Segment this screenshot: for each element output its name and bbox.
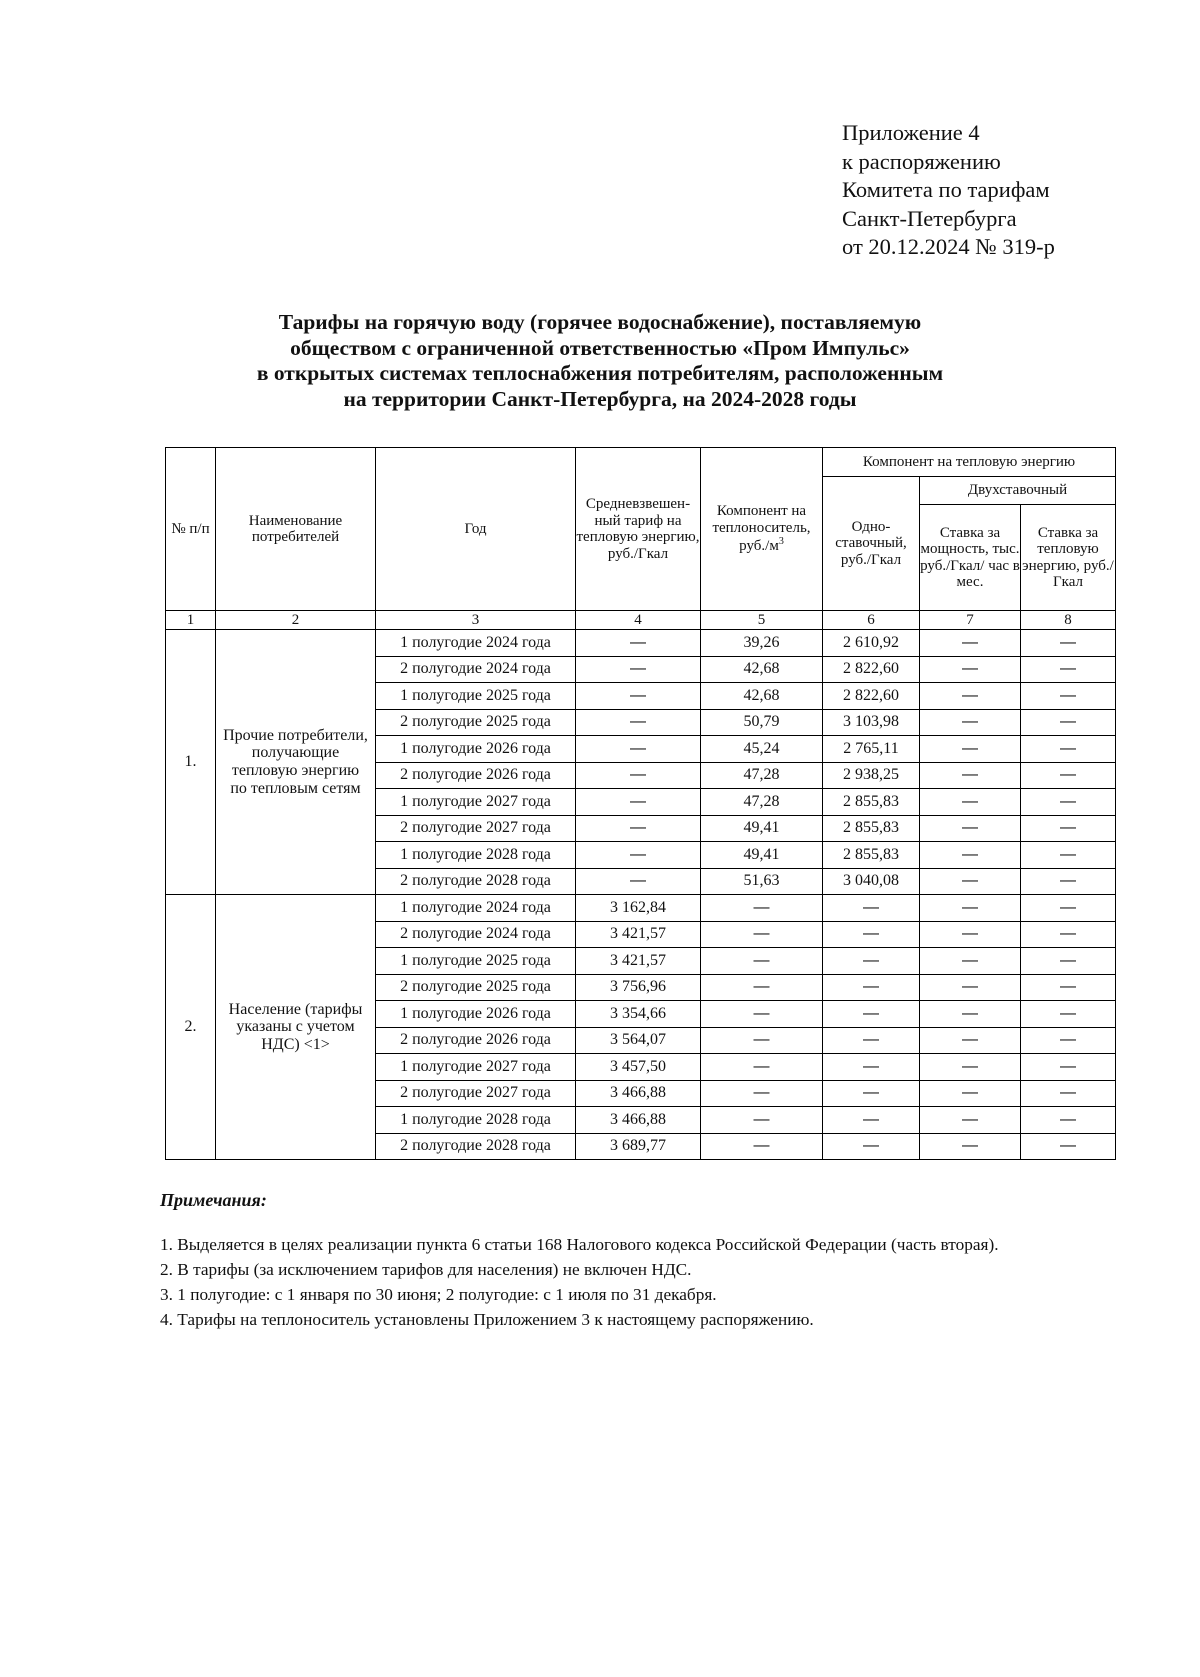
- value-cell: —: [701, 1054, 823, 1081]
- period-cell: 2 полугодие 2027 года: [376, 1080, 576, 1107]
- period-cell: 1 полугодие 2027 года: [376, 789, 576, 816]
- column-number: 7: [920, 611, 1021, 630]
- value-cell: —: [920, 1133, 1021, 1160]
- value-cell: —: [823, 1001, 920, 1028]
- value-cell: —: [920, 736, 1021, 763]
- header-carrier-component: [701, 448, 823, 611]
- value-cell: —: [920, 1001, 1021, 1028]
- header-single-rate: Одно-ставочный, руб./Гкал: [823, 477, 920, 611]
- period-cell: 1 полугодие 2024 года: [376, 630, 576, 657]
- header-carrier-sup: 3: [778, 536, 784, 548]
- value-cell: 3 421,57: [576, 921, 701, 948]
- appendix-line: Санкт-Петербурга: [842, 205, 1017, 231]
- period-cell: 2 полугодие 2025 года: [376, 974, 576, 1001]
- value-cell: 2 938,25: [823, 762, 920, 789]
- column-number: 4: [576, 611, 701, 630]
- title-line: Тарифы на горячую воду (горячее водоснабжение), поставляемую: [278, 310, 922, 334]
- value-cell: 3 162,84: [576, 895, 701, 922]
- value-cell: —: [1021, 1027, 1116, 1054]
- value-cell: —: [701, 1001, 823, 1028]
- period-cell: 1 полугодие 2025 года: [376, 683, 576, 710]
- value-cell: —: [576, 842, 701, 869]
- value-cell: —: [823, 948, 920, 975]
- value-cell: 3 457,50: [576, 1054, 701, 1081]
- value-cell: —: [823, 1080, 920, 1107]
- value-cell: —: [920, 1107, 1021, 1134]
- header-carrier-text: Компонент на теплоноситель, руб./м: [712, 503, 811, 555]
- note-item: 2. В тарифы (за исключением тарифов для населения) не включен НДС.: [160, 1260, 692, 1279]
- value-cell: 42,68: [701, 683, 823, 710]
- value-cell: 3 756,96: [576, 974, 701, 1001]
- value-cell: —: [1021, 868, 1116, 895]
- header-energy-rate: Ставка за тепловую энергию, руб./Гкал: [1021, 505, 1116, 611]
- header-two-part: Двухставочный: [920, 477, 1116, 505]
- title-line: на территории Санкт-Петербурга, на 2024-2028 годы: [343, 386, 857, 411]
- column-number: 2: [216, 611, 376, 630]
- value-cell: —: [1021, 1133, 1116, 1160]
- period-cell: 1 полугодие 2026 года: [376, 1001, 576, 1028]
- header-energy-group: Компонент на тепловую энергию: [823, 448, 1116, 477]
- title-line: обществом с ограниченной ответственностью «Пром Импульс»: [290, 335, 910, 360]
- value-cell: 2 855,83: [823, 815, 920, 842]
- header-num: № п/п: [166, 448, 216, 611]
- value-cell: —: [920, 974, 1021, 1001]
- value-cell: —: [823, 1133, 920, 1160]
- value-cell: —: [920, 1054, 1021, 1081]
- period-cell: 1 полугодие 2025 года: [376, 948, 576, 975]
- value-cell: —: [823, 895, 920, 922]
- period-cell: 2 полугодие 2028 года: [376, 1133, 576, 1160]
- value-cell: 3 421,57: [576, 948, 701, 975]
- value-cell: 3 564,07: [576, 1027, 701, 1054]
- value-cell: 2 610,92: [823, 630, 920, 657]
- column-number: 5: [701, 611, 823, 630]
- consumer-name: Население (тарифы указаны с учетом НДС) <1>: [216, 895, 376, 1160]
- value-cell: —: [920, 683, 1021, 710]
- value-cell: —: [1021, 630, 1116, 657]
- value-cell: —: [823, 1107, 920, 1134]
- value-cell: 39,26: [701, 630, 823, 657]
- value-cell: 50,79: [701, 709, 823, 736]
- title-line: в открытых системах теплоснабжения потребителям, расположенным: [256, 361, 944, 385]
- value-cell: —: [701, 1027, 823, 1054]
- period-cell: 1 полугодие 2024 года: [376, 895, 576, 922]
- value-cell: —: [1021, 948, 1116, 975]
- value-cell: —: [1021, 736, 1116, 763]
- value-cell: —: [823, 974, 920, 1001]
- value-cell: —: [920, 895, 1021, 922]
- value-cell: —: [1021, 1001, 1116, 1028]
- column-number-row: [166, 611, 1116, 630]
- value-cell: —: [701, 921, 823, 948]
- period-cell: 2 полугодие 2024 года: [376, 921, 576, 948]
- consumer-name: Прочие потребители, получающие тепловую энергию по тепловым сетям: [216, 630, 376, 895]
- value-cell: —: [576, 762, 701, 789]
- value-cell: —: [1021, 921, 1116, 948]
- header-consumer: Наименование потребителей: [216, 448, 376, 611]
- value-cell: —: [576, 630, 701, 657]
- appendix-line: к распоряжению: [842, 148, 1001, 174]
- value-cell: —: [701, 948, 823, 975]
- period-cell: 2 полугодие 2027 года: [376, 815, 576, 842]
- value-cell: 45,24: [701, 736, 823, 763]
- value-cell: —: [576, 736, 701, 763]
- value-cell: —: [576, 815, 701, 842]
- value-cell: —: [1021, 974, 1116, 1001]
- period-cell: 1 полугодие 2028 года: [376, 1107, 576, 1134]
- value-cell: —: [576, 868, 701, 895]
- period-cell: 2 полугодие 2028 года: [376, 868, 576, 895]
- value-cell: —: [1021, 656, 1116, 683]
- consumer-group: [166, 895, 1116, 1160]
- value-cell: —: [920, 656, 1021, 683]
- value-cell: 3 354,66: [576, 1001, 701, 1028]
- value-cell: 2 855,83: [823, 789, 920, 816]
- value-cell: —: [701, 1107, 823, 1134]
- period-cell: 2 полугодие 2024 года: [376, 656, 576, 683]
- value-cell: 51,63: [701, 868, 823, 895]
- value-cell: —: [1021, 1054, 1116, 1081]
- value-cell: —: [920, 842, 1021, 869]
- note-item: 1. Выделяется в целях реализации пункта 6 статьи 168 Налогового кодекса Российской Федерации (часть вторая).: [160, 1235, 999, 1254]
- column-number: 6: [823, 611, 920, 630]
- table-row: [166, 630, 1116, 657]
- value-cell: —: [576, 683, 701, 710]
- value-cell: —: [920, 762, 1021, 789]
- value-cell: —: [920, 868, 1021, 895]
- value-cell: 3 466,88: [576, 1107, 701, 1134]
- value-cell: —: [920, 630, 1021, 657]
- value-cell: 47,28: [701, 789, 823, 816]
- value-cell: 49,41: [701, 842, 823, 869]
- appendix-line: от 20.12.2024 № 319-р: [842, 234, 1055, 259]
- value-cell: 49,41: [701, 815, 823, 842]
- value-cell: —: [701, 895, 823, 922]
- tariff-table: [165, 447, 1116, 1160]
- value-cell: —: [920, 1080, 1021, 1107]
- value-cell: —: [701, 1080, 823, 1107]
- appendix-line: Приложение 4: [842, 120, 980, 145]
- note-item: 4. Тарифы на теплоноситель установлены Приложением 3 к настоящему распоряжению.: [160, 1310, 814, 1329]
- value-cell: —: [1021, 789, 1116, 816]
- header-capacity-rate: Ставка за мощность, тыс. руб./Гкал/ час в мес.: [920, 505, 1021, 611]
- value-cell: —: [701, 1133, 823, 1160]
- period-cell: 2 полугодие 2025 года: [376, 709, 576, 736]
- value-cell: —: [1021, 1107, 1116, 1134]
- value-cell: —: [920, 709, 1021, 736]
- value-cell: —: [701, 974, 823, 1001]
- period-cell: 1 полугодие 2028 года: [376, 842, 576, 869]
- consumer-group: [166, 630, 1116, 895]
- value-cell: 2 822,60: [823, 683, 920, 710]
- value-cell: —: [1021, 895, 1116, 922]
- value-cell: —: [1021, 1080, 1116, 1107]
- value-cell: —: [920, 789, 1021, 816]
- value-cell: —: [1021, 762, 1116, 789]
- value-cell: 42,68: [701, 656, 823, 683]
- note-item: 3. 1 полугодие: с 1 января по 30 июня; 2 полугодие: с 1 июля по 31 декабря.: [160, 1285, 717, 1304]
- value-cell: —: [576, 709, 701, 736]
- column-number: 8: [1021, 611, 1116, 630]
- appendix-line: Комитета по тарифам: [842, 177, 1050, 202]
- header-avg-tariff: Средневзвешен-ный тариф на тепловую энергию, руб./Гкал: [576, 448, 701, 611]
- value-cell: —: [1021, 683, 1116, 710]
- value-cell: —: [576, 789, 701, 816]
- value-cell: 2 765,11: [823, 736, 920, 763]
- value-cell: 47,28: [701, 762, 823, 789]
- value-cell: —: [1021, 709, 1116, 736]
- value-cell: —: [920, 1027, 1021, 1054]
- period-cell: 2 полугодие 2026 года: [376, 1027, 576, 1054]
- period-cell: 1 полугодие 2027 года: [376, 1054, 576, 1081]
- value-cell: —: [920, 948, 1021, 975]
- value-cell: —: [1021, 815, 1116, 842]
- column-number: 3: [376, 611, 576, 630]
- group-number: 2.: [166, 895, 216, 1160]
- table-row: [166, 895, 1116, 922]
- group-number: 1.: [166, 630, 216, 895]
- value-cell: 2 822,60: [823, 656, 920, 683]
- header-year: Год: [376, 448, 576, 611]
- appendix-header: [842, 119, 1055, 262]
- notes-heading: Примечания:: [160, 1190, 267, 1210]
- value-cell: 3 040,08: [823, 868, 920, 895]
- value-cell: 3 103,98: [823, 709, 920, 736]
- value-cell: 3 689,77: [576, 1133, 701, 1160]
- value-cell: 3 466,88: [576, 1080, 701, 1107]
- value-cell: —: [920, 921, 1021, 948]
- column-number: 1: [166, 611, 216, 630]
- period-cell: 2 полугодие 2026 года: [376, 762, 576, 789]
- value-cell: —: [823, 921, 920, 948]
- header-row: [166, 448, 1116, 477]
- value-cell: —: [576, 656, 701, 683]
- value-cell: —: [920, 815, 1021, 842]
- document-title: [160, 310, 1040, 412]
- notes-list: [160, 1232, 999, 1332]
- value-cell: —: [823, 1027, 920, 1054]
- value-cell: —: [1021, 842, 1116, 869]
- period-cell: 1 полугодие 2026 года: [376, 736, 576, 763]
- value-cell: 2 855,83: [823, 842, 920, 869]
- value-cell: —: [823, 1054, 920, 1081]
